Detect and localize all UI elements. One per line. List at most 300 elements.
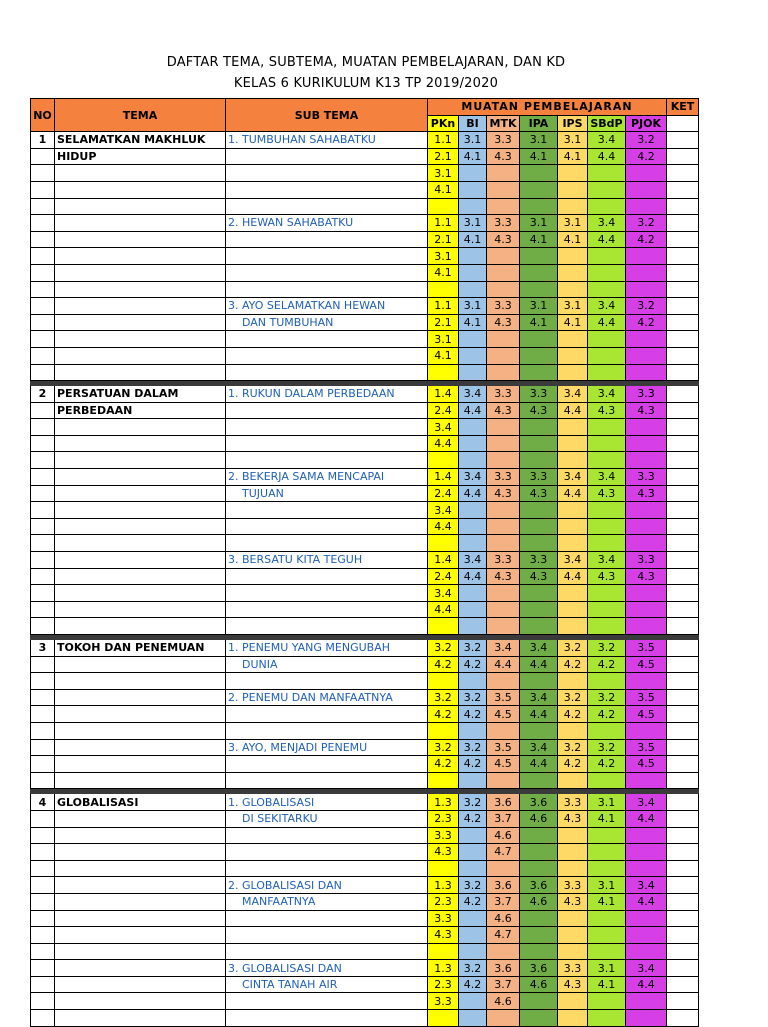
row-no [31,198,55,215]
kd-cell: 2.1 [428,148,459,165]
row-sub-tema [226,618,428,635]
row-ket [667,132,699,149]
row-no: 2 [31,386,55,403]
kd-cell: 4.4 [626,810,667,827]
kd-cell: 4.1 [588,893,626,910]
kd-cell [626,927,667,944]
row-tema: PERBEDAAN [55,402,226,419]
kd-cell: 3.4 [520,689,558,706]
kd-cell: 1.3 [428,877,459,894]
row-tema [55,264,226,281]
row-sub-tema [226,502,428,519]
kd-cell [487,601,520,618]
kd-cell [459,993,487,1010]
table-row [31,794,699,811]
kd-cell [428,198,459,215]
kd-cell: 3.2 [558,640,588,657]
row-tema [55,893,226,910]
kd-cell [588,943,626,960]
kd-cell [459,618,487,635]
kd-cell: 3.4 [459,386,487,403]
row-tema [55,248,226,265]
row-sub-tema [226,943,428,960]
kd-cell [558,165,588,182]
row-ket [667,215,699,232]
kd-cell [459,601,487,618]
kd-cell: 4.6 [487,827,520,844]
kd-cell [459,827,487,844]
row-sub-tema [226,165,428,182]
kd-cell [558,347,588,364]
row-sub-tema: 3. AYO, MENJADI PENEMU [226,739,428,756]
row-tema: HIDUP [55,148,226,165]
table-row [31,386,699,403]
kd-cell: 3.2 [588,689,626,706]
row-ket [667,402,699,419]
row-ket [667,364,699,381]
kd-cell: 4.4 [520,656,558,673]
table-row [31,960,699,977]
kd-cell [626,502,667,519]
table-row [31,452,699,469]
row-no [31,910,55,927]
kd-cell: 4.3 [520,402,558,419]
kd-cell [558,585,588,602]
table-row [31,165,699,182]
kd-cell: 4.3 [487,485,520,502]
kd-cell: 3.1 [558,298,588,315]
kd-cell: 3.3 [626,386,667,403]
kd-cell [558,601,588,618]
row-sub-tema: DAN TUMBUHAN [226,314,428,331]
row-no [31,860,55,877]
row-ket [667,739,699,756]
kd-cell: 3.4 [626,960,667,977]
kd-cell [520,347,558,364]
kd-cell [558,860,588,877]
row-ket [667,452,699,469]
kd-cell [626,601,667,618]
kd-cell [558,910,588,927]
kd-cell: 3.1 [588,877,626,894]
row-ket [667,435,699,452]
row-ket [667,927,699,944]
kd-cell: 3.4 [626,794,667,811]
kd-cell [626,364,667,381]
kd-cell: 4.4 [428,518,459,535]
kd-cell: 4.2 [459,976,487,993]
kd-cell [588,419,626,436]
kd-cell: 2.1 [428,231,459,248]
kd-cell: 4.3 [588,485,626,502]
kd-cell: 4.1 [428,264,459,281]
row-sub-tema: 1. RUKUN DALAM PERBEDAAN [226,386,428,403]
kd-cell: 4.7 [487,927,520,944]
row-sub-tema [226,347,428,364]
kd-cell [588,331,626,348]
row-ket [667,148,699,165]
kd-cell: 3.4 [520,739,558,756]
row-ket [667,281,699,298]
table-row [31,689,699,706]
row-sub-tema [226,827,428,844]
kd-cell [520,419,558,436]
row-ket [667,910,699,927]
kd-cell: 3.5 [626,689,667,706]
table-row [31,402,699,419]
kd-cell [487,165,520,182]
row-tema [55,618,226,635]
row-sub-tema [226,673,428,690]
row-tema [55,844,226,861]
subject-pkn: PKn [428,115,459,132]
row-tema [55,910,226,927]
row-ket [667,331,699,348]
kd-cell [487,347,520,364]
kd-cell [588,364,626,381]
kd-cell: 3.2 [428,640,459,657]
row-tema [55,469,226,486]
table-row [31,927,699,944]
kd-cell [520,585,558,602]
kd-cell [459,452,487,469]
row-ket [667,248,699,265]
row-no [31,772,55,789]
kd-cell [520,722,558,739]
kd-cell: 1.3 [428,960,459,977]
kd-cell [626,181,667,198]
table-row [31,215,699,232]
kd-cell: 3.3 [558,960,588,977]
kd-cell [520,452,558,469]
kd-cell: 3.2 [588,640,626,657]
kd-cell [588,927,626,944]
row-ket [667,656,699,673]
kd-cell: 3.4 [588,132,626,149]
kd-cell: 4.3 [558,810,588,827]
row-sub-tema [226,860,428,877]
kd-cell: 4.4 [459,568,487,585]
kd-cell [459,331,487,348]
row-sub-tema: 1. GLOBALISASI [226,794,428,811]
row-ket [667,386,699,403]
row-ket [667,165,699,182]
kd-cell: 3.4 [588,298,626,315]
kd-cell [626,165,667,182]
kd-cell: 4.2 [428,706,459,723]
kd-cell: 3.2 [428,689,459,706]
kd-cell [558,722,588,739]
table-row [31,535,699,552]
table-row [31,640,699,657]
kd-cell [626,618,667,635]
kd-cell: 4.6 [520,810,558,827]
kd-cell: 4.4 [558,402,588,419]
kd-cell: 4.1 [428,347,459,364]
kd-cell [487,281,520,298]
kd-cell [558,181,588,198]
kd-cell [459,281,487,298]
kd-cell [487,772,520,789]
kd-cell: 4.4 [428,601,459,618]
kd-cell [459,927,487,944]
subject-sbdp: SBdP [588,115,626,132]
row-ket [667,706,699,723]
row-sub-tema [226,281,428,298]
row-no [31,656,55,673]
row-no [31,502,55,519]
kd-cell: 3.4 [588,552,626,569]
kd-cell: 3.3 [487,298,520,315]
row-tema [55,364,226,381]
row-no [31,452,55,469]
row-sub-tema [226,181,428,198]
kd-cell: 4.5 [626,706,667,723]
kd-cell [520,435,558,452]
kd-cell: 2.3 [428,810,459,827]
row-no [31,993,55,1010]
row-no: 1 [31,132,55,149]
kd-cell: 3.4 [558,386,588,403]
kd-cell [588,435,626,452]
kd-cell [626,673,667,690]
header-sub-tema: SUB TEMA [226,99,428,132]
row-tema [55,535,226,552]
row-sub-tema [226,706,428,723]
kd-cell: 4.4 [588,231,626,248]
row-sub-tema [226,402,428,419]
row-sub-tema [226,452,428,469]
kd-cell: 3.1 [558,132,588,149]
kd-cell: 3.5 [487,739,520,756]
kd-cell: 3.3 [487,469,520,486]
table-row [31,993,699,1010]
kd-cell: 4.3 [487,402,520,419]
kd-cell: 2.3 [428,893,459,910]
kd-cell [428,364,459,381]
row-tema [55,568,226,585]
kd-cell: 3.5 [626,739,667,756]
row-ket [667,518,699,535]
kd-cell: 4.2 [558,656,588,673]
kd-cell: 4.2 [459,706,487,723]
kd-cell: 4.4 [428,435,459,452]
row-ket [667,860,699,877]
kd-cell: 3.3 [558,877,588,894]
row-tema [55,810,226,827]
kd-cell: 3.2 [626,215,667,232]
row-sub-tema [226,248,428,265]
row-ket [667,469,699,486]
kd-cell: 4.1 [588,976,626,993]
kd-cell [520,601,558,618]
table-row [31,943,699,960]
kd-cell [428,673,459,690]
kd-cell [626,910,667,927]
kd-cell [459,844,487,861]
table-row [31,469,699,486]
kd-cell [459,419,487,436]
kd-cell [626,419,667,436]
table-row [31,298,699,315]
kd-cell [588,618,626,635]
kd-cell [588,347,626,364]
row-no [31,314,55,331]
kd-cell: 4.1 [459,314,487,331]
kd-cell: 4.4 [588,314,626,331]
kd-cell [588,844,626,861]
row-ket [667,585,699,602]
kd-cell [520,281,558,298]
kd-cell: 4.3 [588,568,626,585]
row-ket [667,794,699,811]
kd-cell [520,331,558,348]
row-no [31,960,55,977]
table-row [31,485,699,502]
kd-cell [588,772,626,789]
kd-cell [428,535,459,552]
kd-cell [626,248,667,265]
kd-cell [626,198,667,215]
kd-cell [558,331,588,348]
kd-cell [558,281,588,298]
table-row [31,347,699,364]
kd-cell: 4.2 [588,656,626,673]
kd-cell [626,264,667,281]
kd-cell: 4.6 [487,993,520,1010]
table-row [31,706,699,723]
row-sub-tema [226,535,428,552]
row-ket [667,976,699,993]
row-sub-tema [226,568,428,585]
kd-cell: 4.3 [428,844,459,861]
kd-cell: 3.4 [558,552,588,569]
row-ket [667,231,699,248]
kd-cell [487,181,520,198]
kd-cell: 2.3 [428,976,459,993]
kd-cell: 4.1 [459,148,487,165]
kd-cell: 4.2 [428,756,459,773]
kd-cell [558,518,588,535]
row-no [31,347,55,364]
kd-cell: 2.1 [428,314,459,331]
kd-cell: 3.6 [520,960,558,977]
kd-cell [487,419,520,436]
row-no [31,585,55,602]
kd-cell: 3.3 [520,386,558,403]
kd-cell: 3.1 [459,132,487,149]
kd-cell [558,364,588,381]
kd-cell [626,585,667,602]
kd-cell [626,860,667,877]
kd-cell: 3.4 [459,552,487,569]
kd-cell: 4.1 [588,810,626,827]
kd-cell: 3.6 [520,877,558,894]
kd-cell [487,673,520,690]
kd-cell: 3.4 [459,469,487,486]
kd-cell [428,618,459,635]
table-row [31,364,699,381]
kd-cell: 4.2 [428,656,459,673]
table-row [31,910,699,927]
kd-cell [487,452,520,469]
kd-cell: 3.4 [428,502,459,519]
kd-cell [626,281,667,298]
kd-cell: 3.3 [558,794,588,811]
kd-cell: 1.1 [428,298,459,315]
row-no [31,927,55,944]
row-sub-tema [226,722,428,739]
kd-cell: 3.1 [428,165,459,182]
row-no [31,976,55,993]
row-ket [667,314,699,331]
kd-cell [520,927,558,944]
kd-cell [588,502,626,519]
table-row [31,132,699,149]
kd-cell: 4.3 [626,485,667,502]
row-ket [667,618,699,635]
kd-cell [487,248,520,265]
row-tema [55,943,226,960]
kd-cell [459,860,487,877]
row-tema [55,976,226,993]
row-tema [55,181,226,198]
row-tema [55,993,226,1010]
row-tema [55,877,226,894]
row-tema [55,756,226,773]
kd-cell [558,618,588,635]
row-tema [55,860,226,877]
row-sub-tema [226,601,428,618]
row-sub-tema [226,844,428,861]
kd-cell: 4.4 [626,976,667,993]
table-row [31,435,699,452]
row-sub-tema [226,231,428,248]
row-ket [667,535,699,552]
kd-cell: 3.3 [626,552,667,569]
kd-cell: 4.4 [588,148,626,165]
table-row [31,419,699,436]
table-row [31,502,699,519]
row-tema [55,722,226,739]
kd-cell [459,585,487,602]
kd-cell [626,535,667,552]
row-tema [55,552,226,569]
kd-cell: 4.2 [626,314,667,331]
kd-cell: 3.3 [428,993,459,1010]
row-tema [55,927,226,944]
row-ket [667,722,699,739]
row-sub-tema: CINTA TANAH AIR [226,976,428,993]
kd-cell [459,518,487,535]
kd-cell: 4.4 [520,706,558,723]
kd-cell: 4.5 [626,756,667,773]
row-sub-tema: 2. HEWAN SAHABATKU [226,215,428,232]
kd-cell [487,331,520,348]
kd-cell: 3.3 [487,215,520,232]
kd-cell [459,535,487,552]
kd-cell: 3.3 [487,132,520,149]
row-tema: PERSATUAN DALAM [55,386,226,403]
table-row [31,722,699,739]
row-sub-tema: DI SEKITARKU [226,810,428,827]
row-sub-tema [226,772,428,789]
row-ket [667,552,699,569]
row-tema: GLOBALISASI [55,794,226,811]
table-row [31,810,699,827]
kd-cell: 4.5 [626,656,667,673]
table-row [31,756,699,773]
